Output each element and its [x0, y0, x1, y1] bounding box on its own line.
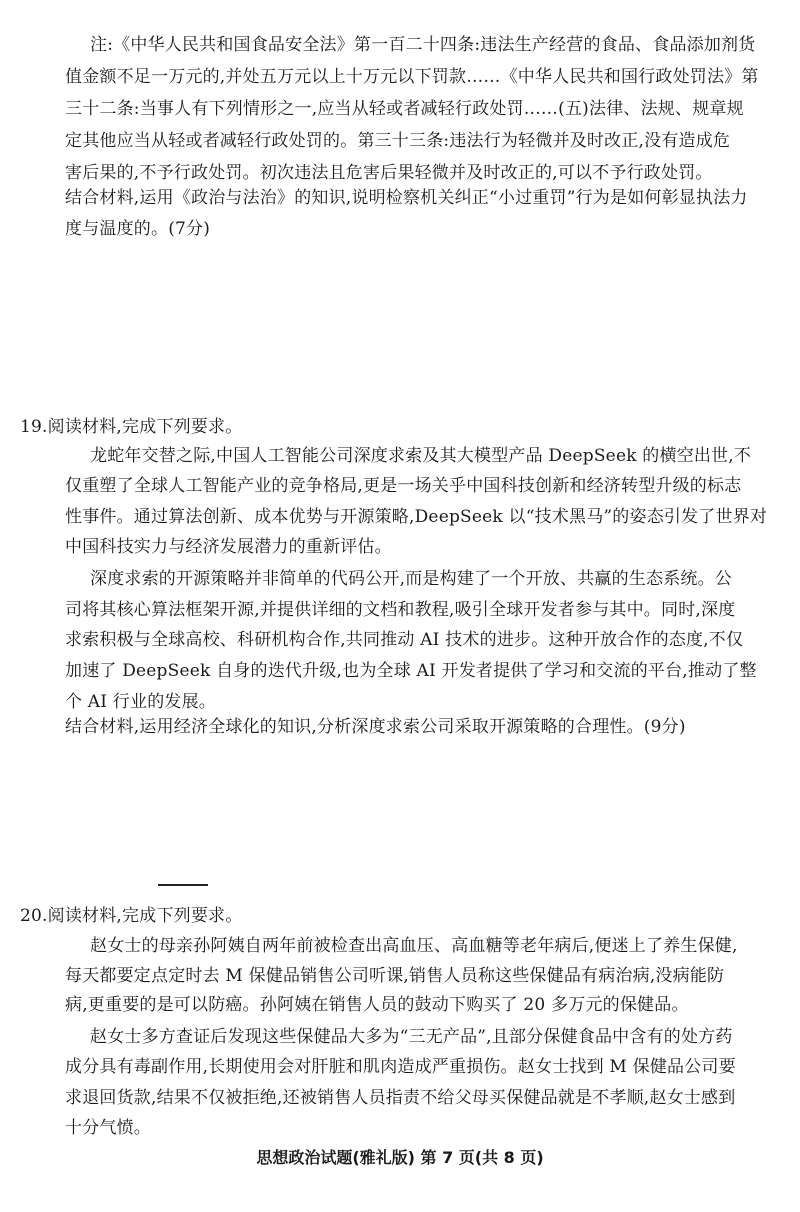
q19-heading: 19.阅读材料,完成下列要求。 [20, 417, 243, 437]
q20-para1-line: 病,更重要的是可以防癌。孙阿姨在销售人员的鼓动下购买了 20 多万元的保健品。 [65, 995, 689, 1015]
q18-note-line: 注:《中华人民共和国食品安全法》第一百二十四条:违法生产经营的食品、食品添加剂货 [90, 35, 756, 55]
q19-para2-line: 个 AI 行业的发展。 [65, 692, 216, 712]
q19-task: 结合材料,运用经济全球化的知识,分析深度求索公司采取开源策略的合理性。(9分) [65, 717, 686, 737]
q20-heading: 20.阅读材料,完成下列要求。 [20, 906, 243, 926]
q20-para2-line: 求退回货款,结果不仅被拒绝,还被销售人员指责不给父母买保健品就是不孝顺,赵女士感到 [65, 1088, 736, 1108]
q18-note-line: 定其他应当从轻或者减轻行政处罚的。第三十三条:违法行为轻微并及时改正,没有造成危 [65, 131, 731, 151]
q19-para2-line: 求索积极与全球高校、科研机构合作,共同推动 AI 技术的进步。这种开放合作的态度,不仅 [65, 630, 744, 650]
q18-note-line: 三十二条:当事人有下列情形之一,应当从轻或者减轻行政处罚……(五)法律、法规、规章规 [65, 99, 744, 119]
q19-para2-line: 司将其核心算法框架开源,并提供详细的文档和教程,吸引全球开发者参与其中。同时,深度 [65, 600, 736, 620]
divider-rule [158, 884, 208, 886]
q20-para1-line: 赵女士的母亲孙阿姨自两年前被检查出高血压、高血糖等老年病后,便迷上了养生保健, [90, 936, 738, 956]
q19-para1-line: 中国科技实力与经济发展潜力的重新评估。 [65, 537, 392, 557]
q19-para1-line: 仅重塑了全球人工智能产业的竞争格局,更是一场关乎中国科技创新和经济转型升级的标志 [65, 476, 742, 496]
page-footer: 思想政治试题(雅礼版) 第 7 页(共 8 页) [256, 1148, 544, 1167]
q19-para1-line: 龙蛇年交替之际,中国人工智能公司深度求索及其大模型产品 DeepSeek 的横空出世,不 [90, 446, 752, 466]
q19-para2-line: 深度求索的开源策略并非简单的代码公开,而是构建了一个开放、共赢的生态系统。公 [90, 569, 733, 589]
q19-para1-line: 性事件。通过算法创新、成本优势与开源策略,DeepSeek 以“技术黑马”的姿态引发了世界对 [65, 507, 768, 527]
q20-para2-line: 赵女士多方查证后发现这些保健品大多为“三无产品”,且部分保健食品中含有的处方药 [90, 1027, 733, 1047]
q20-para1-line: 每天都要定点定时去 M 保健品销售公司听课,销售人员称这些保健品有病治病,没病能防 [65, 966, 725, 986]
q18-task-line: 结合材料,运用《政治与法治》的知识,说明检察机关纠正“小过重罚”行为是如何彰显执法力 [65, 188, 748, 208]
q18-task-line: 度与温度的。(7分) [65, 219, 211, 239]
q20-para2-line: 十分气愤。 [65, 1118, 151, 1138]
q18-note-line: 值金额不足一万元的,并处五万元以上十万元以下罚款……《中华人民共和国行政处罚法》第 [65, 67, 759, 87]
q18-note-line: 害后果的,不予行政处罚。初次违法且危害后果轻微并及时改正的,可以不予行政处罚。 [65, 163, 713, 183]
q20-para2-line: 成分具有毒副作用,长期使用会对肝脏和肌肉造成严重损伤。赵女士找到 M 保健品公司要 [65, 1057, 736, 1077]
q19-para2-line: 加速了 DeepSeek 自身的迭代升级,也为全球 AI 开发者提供了学习和交流的平台,推动了整 [65, 661, 757, 681]
